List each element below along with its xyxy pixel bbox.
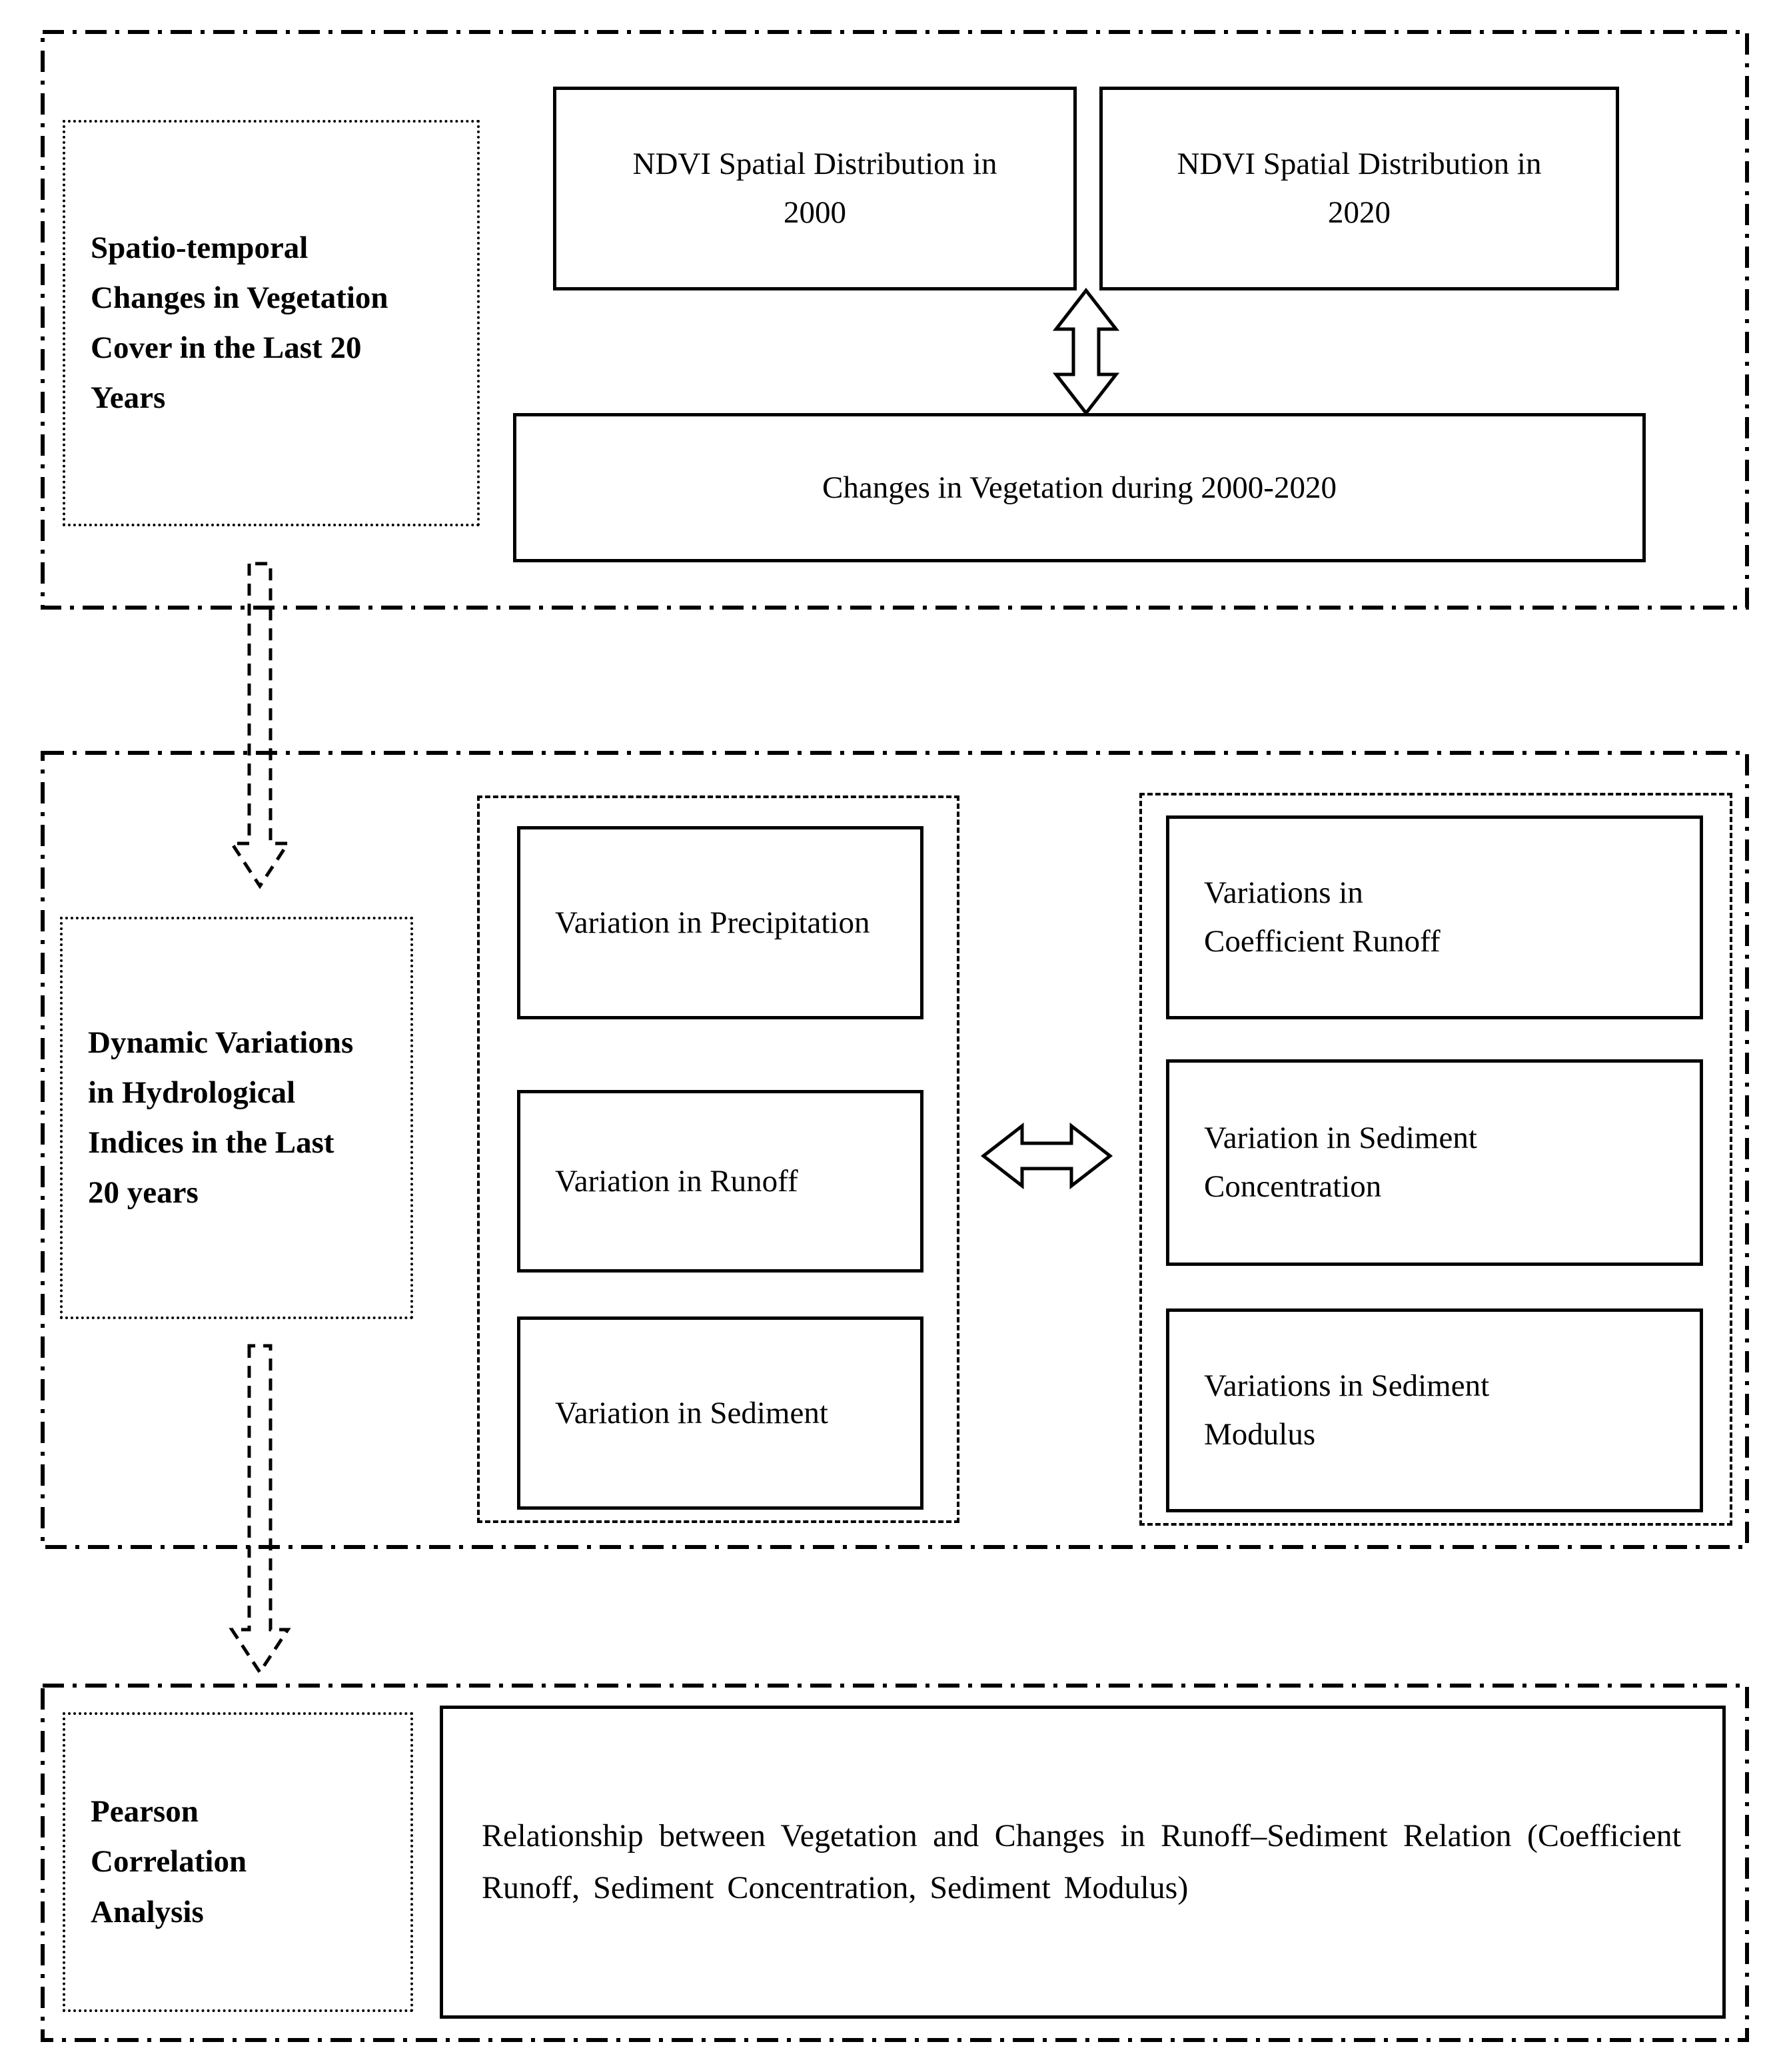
label-pearson-text: Pearson Correlation Analysis	[91, 1794, 247, 1929]
box-ndvi-2000-text: NDVI Spatial Distribution in 2000	[632, 147, 997, 230]
box-relationship-text: Relationship between Vegetation and Changes in Runoff–Sediment Relation (Coefficient Runoff, Sediment Concentration, Sediment Modulus)	[482, 1818, 1681, 1905]
box-variation-runoff	[517, 1090, 923, 1273]
box-relationship	[440, 1706, 1726, 2019]
box-variation-precipitation	[517, 826, 923, 1019]
box-variations-sediment-modulus-text: Variations in Sediment Modulus	[1204, 1368, 1490, 1452]
box-variations-coefficient-runoff	[1166, 815, 1703, 1019]
double-arrow-vertical-icon	[1056, 290, 1116, 413]
label-vegetation-text: Spatio-temporal Changes in Vegetation Cover in the Last 20 Years	[91, 230, 388, 416]
box-vegetation-changes	[513, 413, 1646, 562]
box-vegetation-changes-text: Changes in Vegetation during 2000-2020	[822, 470, 1337, 505]
box-variation-sediment-text: Variation in Sediment	[555, 1395, 828, 1430]
box-ndvi-2000	[553, 87, 1077, 290]
box-variations-sediment-modulus	[1166, 1308, 1703, 1512]
box-variations-coefficient-runoff-text: Variations in Coefficient Runoff	[1204, 875, 1441, 959]
dashed-arrow-down-2-icon	[232, 1346, 288, 1672]
label-hydrological-section	[60, 917, 413, 1319]
box-ndvi-2020	[1099, 87, 1619, 290]
box-variation-sediment-concentration	[1166, 1059, 1703, 1266]
box-variation-sediment	[517, 1316, 923, 1510]
label-vegetation-section	[63, 120, 480, 526]
double-arrow-horizontal-icon	[983, 1126, 1110, 1186]
box-ndvi-2020-text: NDVI Spatial Distribution in 2020	[1177, 147, 1542, 230]
box-variation-precipitation-text: Variation in Precipitation	[555, 905, 870, 940]
label-pearson-section	[63, 1712, 413, 2012]
box-variation-sediment-concentration-text: Variation in Sediment Concentration	[1204, 1121, 1477, 1204]
box-variation-runoff-text: Variation in Runoff	[555, 1163, 798, 1199]
label-hydrological-text: Dynamic Variations in Hydrological Indices in the Last 20 years	[88, 1025, 354, 1211]
